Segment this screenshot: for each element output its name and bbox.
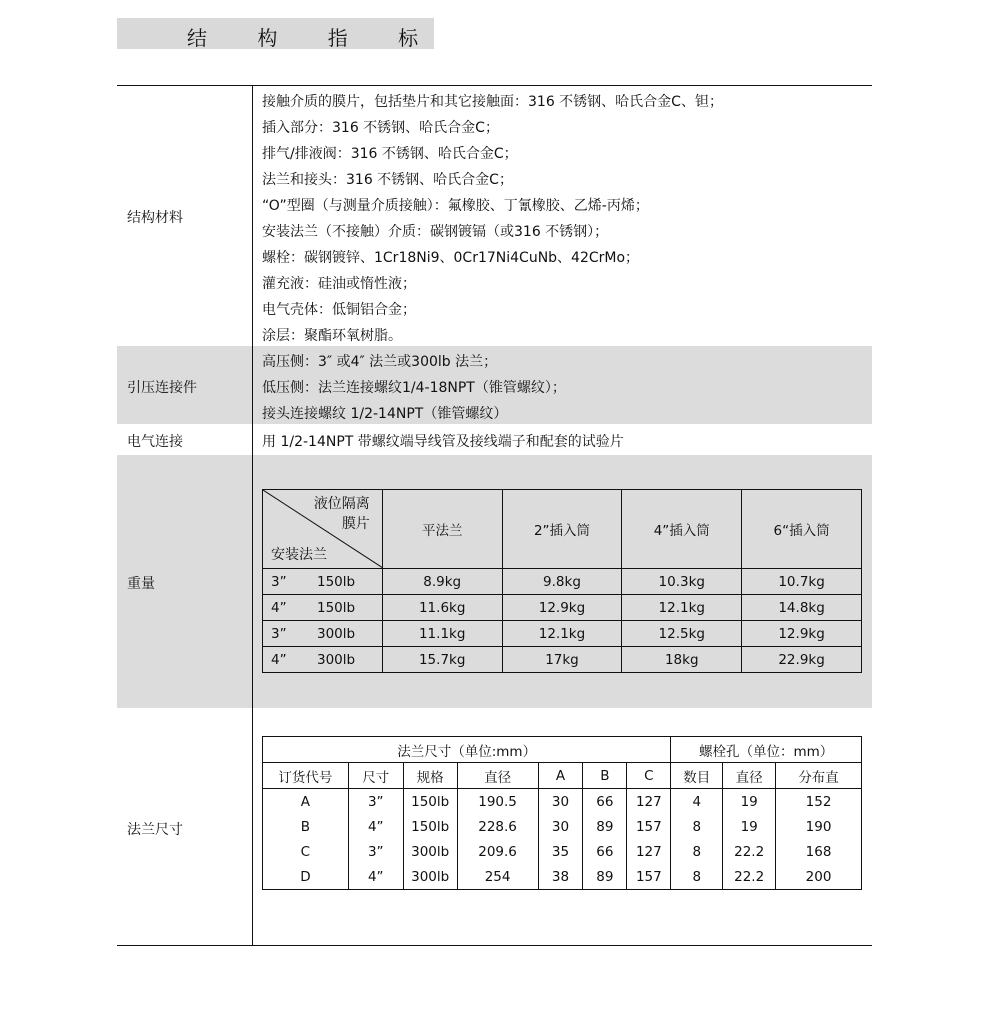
flange-row: [263, 814, 862, 839]
flange-cell: 4”: [348, 814, 403, 839]
weight-cell: 22.9kg: [742, 647, 862, 673]
materials-line: 安装法兰（不接触）介质：碳钢镀镉（或316 不锈钢）；: [262, 224, 609, 240]
materials-line: 螺栓：碳钢镀锌、1Cr18Ni9、0Cr17Ni4CuNb、42CrMo；: [262, 250, 640, 266]
weight-cell: 11.1kg: [382, 621, 502, 647]
weight-row-label: 3” 150lb: [263, 569, 383, 595]
materials-line: 插入部分：316 不锈钢、哈氏合金C；: [262, 120, 499, 136]
corner-bottom-label: 安装法兰: [271, 547, 327, 563]
flange-cell: 8: [671, 864, 723, 890]
weight-row: [263, 595, 862, 621]
flange-col-header: 订货代号: [263, 763, 349, 789]
corner-top-line: 液位隔离: [313, 496, 370, 512]
bottom-rule: [117, 945, 872, 946]
flange-col-header: 数目: [671, 763, 723, 789]
weight-cell: 15.7kg: [382, 647, 502, 673]
flange-cell: 190.5: [457, 789, 538, 815]
flange-cell: 66: [583, 789, 627, 815]
flange-col-header: A: [538, 763, 583, 789]
flange-cell: 4”: [348, 864, 403, 890]
flange-cell: 254: [457, 864, 538, 890]
weight-cell: 10.3kg: [622, 569, 742, 595]
top-rule: [117, 85, 872, 86]
flange-cell: 300lb: [403, 839, 457, 864]
weight-col-header: 2”插入筒: [502, 490, 622, 569]
weight-row: [263, 647, 862, 673]
weight-cell: 10.7kg: [742, 569, 862, 595]
weight-cell: 18kg: [622, 647, 742, 673]
flange-cell: D: [263, 864, 349, 890]
flange-cell: 8: [671, 839, 723, 864]
electrical-text: 用 1/2-14NPT 带螺纹端导线管及接线端子和配套的试验片: [262, 434, 624, 450]
pressure-line: 低压侧：法兰连接螺纹1/4-18NPT（锥管螺纹）；: [262, 380, 566, 396]
flange-cell: 3”: [348, 789, 403, 815]
weight-row-label: 4” 300lb: [263, 647, 383, 673]
materials-line: 灌充液：硅油或惰性液；: [262, 276, 416, 292]
flange-label: 法兰尺寸: [127, 822, 183, 838]
weight-cell: 14.8kg: [742, 595, 862, 621]
flange-cell: 3”: [348, 839, 403, 864]
pressure-label: 引压连接件: [127, 380, 197, 396]
flange-cell: 30: [538, 814, 583, 839]
flange-col-header: 直径: [723, 763, 776, 789]
weight-cell: 12.5kg: [622, 621, 742, 647]
bolt-group-header: 螺栓孔（单位：mm）: [671, 737, 862, 763]
flange-cell: 300lb: [403, 864, 457, 890]
flange-cell: 22.2: [723, 864, 776, 890]
flange-cell: 8: [671, 814, 723, 839]
materials-line: 涂层：聚酯环氧树脂。: [262, 328, 402, 344]
flange-row: [263, 789, 862, 815]
page-title: 结 构 指 标: [187, 26, 441, 50]
weight-col-header: 4”插入筒: [622, 490, 742, 569]
weight-table: [262, 489, 862, 673]
flange-table: [262, 736, 862, 890]
materials-line: “O”型圈（与测量介质接触）：氟橡胶、丁氰橡胶、乙烯-丙烯；: [262, 198, 649, 214]
flange-group-row: [263, 737, 862, 763]
weight-cell: 8.9kg: [382, 569, 502, 595]
materials-line: 接触介质的膜片，包括垫片和其它接触面：316 不锈钢、哈氏合金C、钽；: [262, 94, 723, 110]
flange-cell: 19: [723, 814, 776, 839]
flange-col-header: 规格: [403, 763, 457, 789]
flange-cell: 30: [538, 789, 583, 815]
flange-cell: 35: [538, 839, 583, 864]
weight-cell: 12.9kg: [742, 621, 862, 647]
column-divider: [252, 86, 253, 946]
materials-line: 法兰和接头：316 不锈钢、哈氏合金C；: [262, 172, 513, 188]
corner-top-line: 膜片: [341, 516, 370, 532]
flange-group-header: 法兰尺寸（单位:mm）: [263, 737, 671, 763]
weight-cell: 12.1kg: [502, 621, 622, 647]
flange-col-header: C: [627, 763, 671, 789]
flange-cell: 150lb: [403, 789, 457, 815]
weight-row: [263, 621, 862, 647]
flange-col-header: B: [583, 763, 627, 789]
title-bar: [117, 18, 441, 50]
flange-col-header: 尺寸: [348, 763, 403, 789]
flange-cell: 66: [583, 839, 627, 864]
flange-cell: 19: [723, 789, 776, 815]
weight-corner-cell: [263, 490, 383, 569]
pressure-line: 接头连接螺纹 1/2-14NPT（锥管螺纹）: [262, 406, 508, 422]
weight-cell: 11.6kg: [382, 595, 502, 621]
weight-col-header: 6“插入筒: [742, 490, 862, 569]
flange-cell: C: [263, 839, 349, 864]
weight-row: [263, 569, 862, 595]
flange-cell: 89: [583, 814, 627, 839]
weight-row-label: 4” 150lb: [263, 595, 383, 621]
flange-cell: 200: [776, 864, 862, 890]
flange-row: [263, 864, 862, 890]
electrical-label: 电气连接: [127, 434, 183, 450]
weight-cell: 12.9kg: [502, 595, 622, 621]
flange-cell: 89: [583, 864, 627, 890]
materials-line: 电气壳体：低铜铝合金；: [262, 302, 416, 318]
flange-col-header: 分布直: [776, 763, 862, 789]
flange-cell: 228.6: [457, 814, 538, 839]
weight-cell: 17kg: [502, 647, 622, 673]
flange-cell: 127: [627, 839, 671, 864]
weight-row-label: 3” 300lb: [263, 621, 383, 647]
flange-cell: 127: [627, 789, 671, 815]
flange-cell: 150lb: [403, 814, 457, 839]
flange-cell: 209.6: [457, 839, 538, 864]
pressure-line: 高压侧：3″ 或4″ 法兰或300lb 法兰；: [262, 354, 498, 370]
flange-cell: 38: [538, 864, 583, 890]
flange-cell: 168: [776, 839, 862, 864]
flange-cell: 22.2: [723, 839, 776, 864]
flange-cell: 152: [776, 789, 862, 815]
weight-cell: 12.1kg: [622, 595, 742, 621]
corner-top-label: [314, 494, 370, 534]
flange-col-header: 直径: [457, 763, 538, 789]
materials-line: 排气/排液阀：316 不锈钢、哈氏合金C；: [262, 146, 518, 162]
weight-cell: 9.8kg: [502, 569, 622, 595]
materials-label: 结构材料: [127, 210, 183, 226]
weight-header-row: [263, 490, 862, 569]
flange-cell: 157: [627, 864, 671, 890]
flange-cell: 4: [671, 789, 723, 815]
flange-cell: A: [263, 789, 349, 815]
flange-cell: 157: [627, 814, 671, 839]
weight-col-header: 平法兰: [382, 490, 502, 569]
weight-label: 重量: [127, 576, 155, 592]
flange-cell: 190: [776, 814, 862, 839]
flange-cell: B: [263, 814, 349, 839]
flange-header-row: [263, 763, 862, 789]
flange-row: [263, 839, 862, 864]
